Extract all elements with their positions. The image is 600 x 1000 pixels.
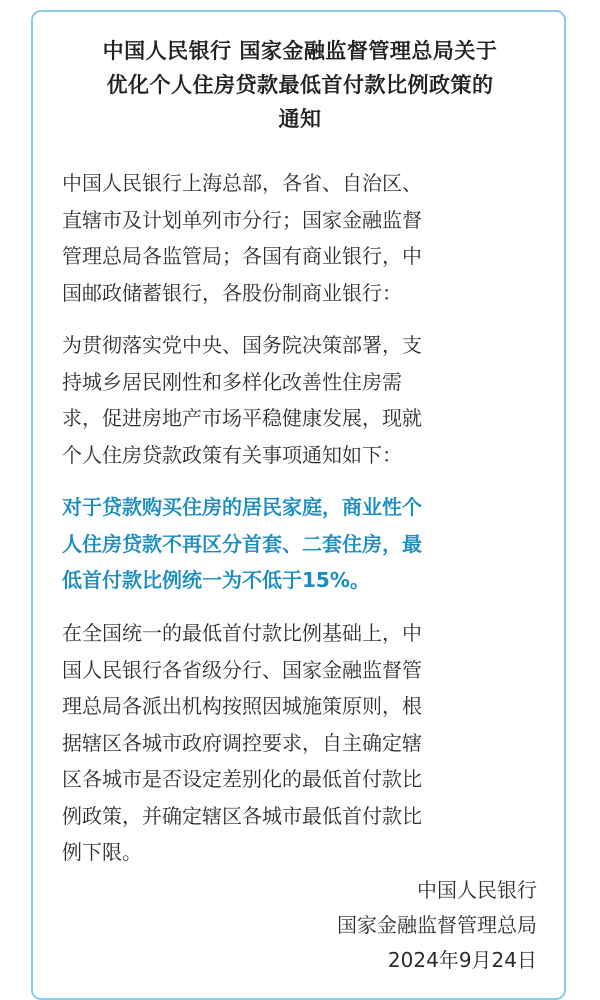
notice-title [40, 34, 560, 136]
paragraph-line: 理总局各派出机构按照因城施策原则，根 [62, 694, 422, 718]
detail-paragraph [62, 615, 542, 871]
paragraph-line: 在全国统一的最低首付款比例基础上，中 [62, 621, 422, 645]
paragraph-line: 区各城市是否设定差别化的最低首付款比 [62, 767, 422, 791]
title-line: 优化个人住房贷款最低首付款比例政策的 [106, 73, 494, 97]
highlight-line: 低首付款比例统一为不低于15%。 [62, 568, 370, 592]
title-line: 通知 [278, 107, 322, 131]
addressee-paragraph [62, 165, 542, 311]
highlight-line: 对于贷款购买住房的居民家庭，商业性个 [62, 495, 422, 519]
paragraph-line: 中国人民银行上海总部，各省、自治区、 [62, 171, 422, 195]
signature-block [337, 873, 537, 978]
issue-date: 2024年9月24日 [387, 948, 537, 972]
paragraph-line: 例政策，并确定辖区各城市最低首付款比 [62, 803, 422, 828]
paragraph-line: 直辖市及计划单列市分行；国家金融监督 [62, 207, 422, 232]
paragraph-line: 持城乡居民刚性和多样化改善性住房需 [62, 369, 402, 394]
highlight-line: 人住房贷款不再区分首套、二套住房，最 [62, 531, 422, 556]
paragraph-line: 个人住房贷款政策有关事项通知如下： [62, 442, 402, 467]
paragraph-line: 国邮政储蓄银行，各股份制商业银行： [62, 280, 402, 305]
intro-paragraph [62, 327, 542, 473]
issuer-pboc: 中国人民银行 [417, 878, 537, 902]
paragraph-line: 管理总局各监管局；各国有商业银行，中 [62, 244, 422, 268]
issuer-nfra: 国家金融监督管理总局 [337, 913, 537, 937]
paragraph-line: 为贯彻落实党中央、国务院决策部署，支 [62, 333, 422, 357]
highlight-paragraph [62, 489, 542, 599]
title-line: 中国人民银行 国家金融监督管理总局关于 [102, 39, 498, 63]
paragraph-line: 国人民银行各省级分行、国家金融监督管 [62, 657, 422, 682]
paragraph-line: 例下限。 [62, 840, 142, 864]
paragraph-line: 求，促进房地产市场平稳健康发展，现就 [62, 406, 422, 430]
paragraph-line: 据辖区各城市政府调控要求，自主确定辖 [62, 730, 422, 755]
